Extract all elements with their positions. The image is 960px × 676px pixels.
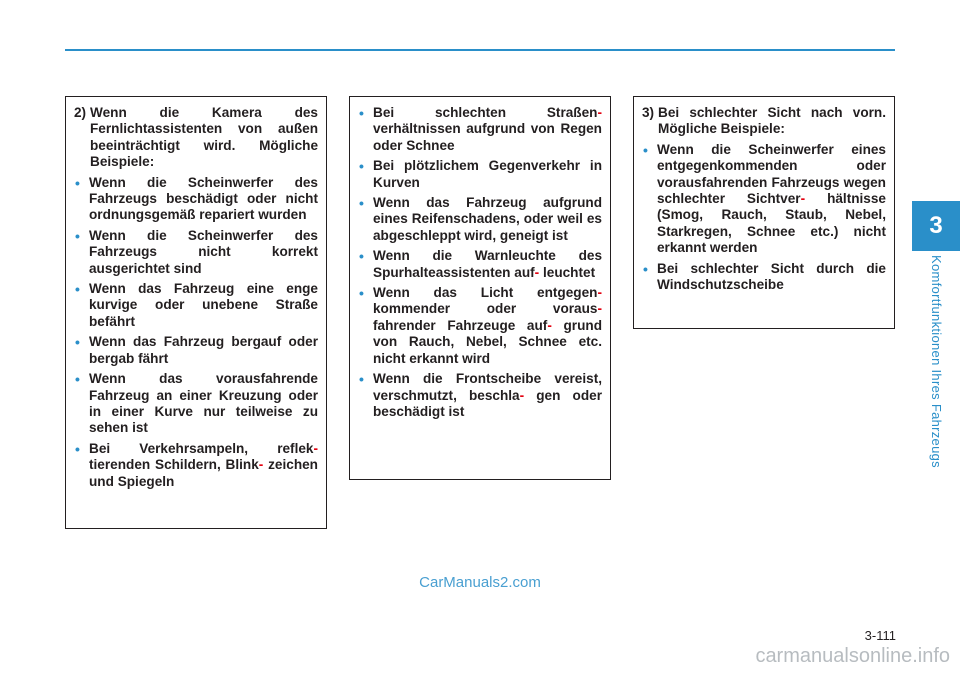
hyphen-mark: - <box>800 191 806 207</box>
list-item-text: Wenn das Fahrzeug bergauf oder bergab fährt <box>89 334 318 366</box>
info-box-headlight-camera <box>65 96 327 529</box>
list-item <box>74 334 318 367</box>
list-item-text: kommender oder voraus <box>373 301 598 317</box>
list-item-text: leuchtet <box>542 264 596 280</box>
list-item-text: Bei schlechter Sicht durch die Windschutzscheibe <box>657 260 886 293</box>
bullet-list <box>358 105 602 420</box>
list-item <box>74 228 318 277</box>
bullet-icon: • <box>359 371 364 388</box>
bullet-icon: • <box>75 174 80 191</box>
item-number: 3) <box>642 105 655 120</box>
list-item-text: Wenn das Fahrzeug aufgrund eines Reifenschadens, oder weil es abgeschleppt wird, geneigt ist <box>373 195 602 243</box>
list-item <box>358 371 602 420</box>
bullet-icon: • <box>75 334 80 351</box>
list-item-text: fahrender Fahrzeuge auf <box>373 317 548 333</box>
bullet-icon: • <box>643 260 648 277</box>
bullet-icon: • <box>359 158 364 175</box>
list-item-text: Wenn das Licht entgegen <box>373 285 598 301</box>
numbered-lead <box>642 105 886 138</box>
list-item <box>358 248 602 281</box>
bullet-icon: • <box>359 195 364 212</box>
page-number: 3-111 <box>864 628 896 643</box>
list-item-text: zeichen und Spiegeln <box>89 457 318 489</box>
list-item-text: Bei Verkehrsampeln, reflek <box>89 440 314 456</box>
list-item <box>74 441 318 490</box>
bullet-icon: • <box>75 281 80 298</box>
bullet-icon: • <box>75 227 80 244</box>
hyphen-mark: - <box>597 105 602 120</box>
hyphen-mark: - <box>258 457 264 473</box>
list-item <box>642 142 886 257</box>
bullet-icon: • <box>359 105 364 121</box>
list-item <box>358 195 602 244</box>
list-item <box>358 285 602 367</box>
info-box-conditions <box>349 96 611 480</box>
list-item-text: gen oder beschädigt ist <box>373 387 602 419</box>
list-item-text: Wenn die Scheinwerfer des Fahrzeugs beschädigt oder nicht ordnungsgemäß repariert wurden <box>89 174 318 223</box>
list-item-text: Wenn das Fahrzeug eine enge kurvige oder unebene Straße befährt <box>89 281 318 329</box>
hyphen-mark: - <box>313 440 318 456</box>
chapter-title: Komfortfunktionen Ihres Fahrzeugs <box>929 255 944 468</box>
list-item-text: Wenn die Scheinwerfer des Fahrzeugs nicht korrekt ausgerichtet sind <box>89 227 318 276</box>
list-item <box>74 281 318 330</box>
bullet-list <box>642 142 886 294</box>
watermark-link[interactable]: CarManuals2.com <box>419 574 541 591</box>
chapter-tab <box>912 201 960 251</box>
bullet-icon: • <box>359 285 364 302</box>
list-item-text: Wenn die Frontscheibe vereist, verschmutzt, beschla <box>373 371 602 403</box>
footer-watermark: carmanualsonline.info <box>755 645 950 667</box>
list-item <box>74 371 318 437</box>
bullet-icon: • <box>75 371 80 388</box>
header-rule <box>65 49 895 51</box>
hyphen-mark: - <box>597 301 602 317</box>
chapter-number: 3 <box>929 212 943 239</box>
list-item <box>358 158 602 191</box>
bullet-list <box>74 175 318 490</box>
list-item-text: grund von Rauch, Nebel, Schnee etc. nicht erkannt wird <box>373 317 603 366</box>
list-item-text: Wenn die Scheinwerfer eines entgegenkommenden oder vorausfahrenden Fahrzeugs wegen schlechter Sichtver <box>657 141 886 207</box>
hyphen-mark: - <box>597 285 602 301</box>
list-item-text: tierenden Schildern, Blink <box>89 457 259 473</box>
lead-text: Wenn die Kamera des Fernlichtassistenten von außen beeinträchtigt wird. Mögliche Beispiele: <box>90 105 318 170</box>
info-box-poor-visibility <box>633 96 895 329</box>
list-item-text: Bei schlechten Straßen <box>373 105 598 120</box>
list-item <box>642 261 886 294</box>
hyphen-mark: - <box>547 317 552 333</box>
hyphen-mark: - <box>519 387 525 403</box>
list-item-text: Wenn das vorausfahrende Fahrzeug an einer Kreuzung oder in einer Kurve nur teilweise zu sehen ist <box>89 371 318 436</box>
hyphen-mark: - <box>534 264 540 280</box>
list-item <box>74 175 318 224</box>
bullet-icon: • <box>359 248 364 265</box>
list-item-text: Bei plötzlichem Gegenverkehr in Kurven <box>373 158 602 190</box>
bullet-icon: • <box>643 141 648 158</box>
list-item-text: hältnisse (Smog, Rauch, Staub, Nebel, Starkregen, Schnee etc.) nicht erkannt werden <box>657 191 886 256</box>
list-item <box>358 105 602 154</box>
list-item-text: Wenn die Warnleuchte des Spurhalteassistenten auf <box>373 248 602 280</box>
item-number: 2) <box>74 105 87 120</box>
list-item-text: verhältnissen aufgrund von Regen oder Schnee <box>373 121 602 153</box>
lead-text: Bei schlechter Sicht nach vorn. Mögliche Beispiele: <box>658 105 886 137</box>
numbered-lead <box>74 105 318 171</box>
bullet-icon: • <box>75 440 80 457</box>
